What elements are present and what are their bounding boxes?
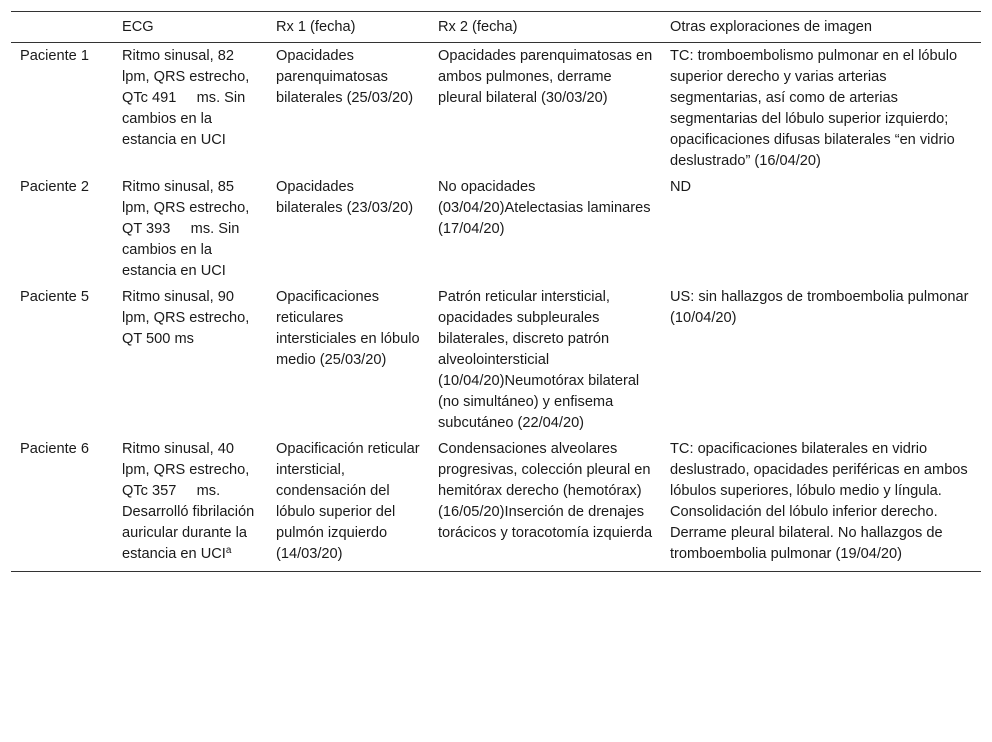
- table-header: [11, 12, 981, 43]
- cell-rx1: Opacificación reticular intersticial, condensación del lóbulo superior del pulmón izquierdo (14/03/20): [276, 441, 420, 562]
- cell-rx1: Opacidades parenquimatosas bilaterales (25/03/20): [276, 48, 414, 106]
- cell-ecg-text: Ritmo sinusal, 40 lpm, QRS estrecho, QTc 357 ms. Desarrolló fibrilación auricular durante la estancia en UCI: [122, 441, 255, 562]
- table-row: [11, 284, 981, 436]
- cell-ecg: Ritmo sinusal, 85 lpm, QRS estrecho, QT 393 ms. Sin cambios en la estancia en UCI: [122, 179, 250, 279]
- header-ecg: ECG: [113, 12, 267, 43]
- cell-patient: Paciente 2: [20, 179, 89, 195]
- table-body: [11, 43, 981, 572]
- cell-ecg: [113, 436, 267, 572]
- cell-ecg: Ritmo sinusal, 82 lpm, QRS estrecho, QTc 491 ms. Sin cambios en la estancia en UCI: [122, 48, 250, 148]
- cell-other-imaging: US: sin hallazgos de tromboembolia pulmonar (10/04/20): [670, 289, 969, 326]
- table-row: [11, 43, 981, 175]
- cell-other-imaging: ND: [670, 179, 692, 195]
- cell-rx2: Opacidades parenquimatosas en ambos pulmones, derrame pleural bilateral (30/03/20): [438, 48, 653, 106]
- cell-other-imaging: TC: opacificaciones bilaterales en vidrio deslustrado, opacidades periféricas en ambos lóbulos superiores, lóbulo medio y língula. Consolidación del lóbulo inferior derecho. Derrame pleural bilateral. No hallazgos de tromboembolia pulmonar (19/04/20): [670, 441, 968, 562]
- header-row: [11, 12, 981, 43]
- cell-rx1: Opacificaciones reticulares intersticiales en lóbulo medio (25/03/20): [276, 289, 420, 368]
- cell-other-imaging: TC: tromboembolismo pulmonar en el lóbulo superior derecho y varias arterias segmentarias, así como de arterias segmentarias del lóbulo superior izquierdo; opacificaciones difusas bilaterales “en vidrio deslustrado” (16/04/20): [670, 48, 958, 169]
- imaging-findings-table: [11, 11, 981, 572]
- cell-patient: Paciente 5: [20, 289, 89, 305]
- header-patient: [11, 12, 113, 43]
- cell-patient: Paciente 1: [20, 48, 89, 64]
- footnote-marker: a: [225, 545, 232, 556]
- cell-ecg: Ritmo sinusal, 90 lpm, QRS estrecho, QT 500 ms: [122, 289, 250, 347]
- header-rx1: Rx 1 (fecha): [267, 12, 429, 43]
- header-rx2: Rx 2 (fecha): [429, 12, 661, 43]
- table-row: [11, 436, 981, 572]
- cell-rx2: Condensaciones alveolares progresivas, colección pleural en hemitórax derecho (hemotórax) (16/05/20)Inserción de drenajes torácicos y toracotomía izquierda: [438, 441, 653, 541]
- table-row: [11, 174, 981, 284]
- cell-rx2: Patrón reticular intersticial, opacidades subpleurales bilaterales, discreto patrón alveolointersticial (10/04/20)Neumotórax bilateral (no simultáneo) y enfisema subcutáneo (22/04/20): [438, 289, 640, 431]
- header-other-imaging: Otras exploraciones de imagen: [661, 12, 981, 43]
- cell-patient: Paciente 6: [20, 441, 89, 457]
- cell-rx1: Opacidades bilaterales (23/03/20): [276, 179, 414, 216]
- cell-rx2: No opacidades (03/04/20)Atelectasias laminares (17/04/20): [438, 179, 651, 237]
